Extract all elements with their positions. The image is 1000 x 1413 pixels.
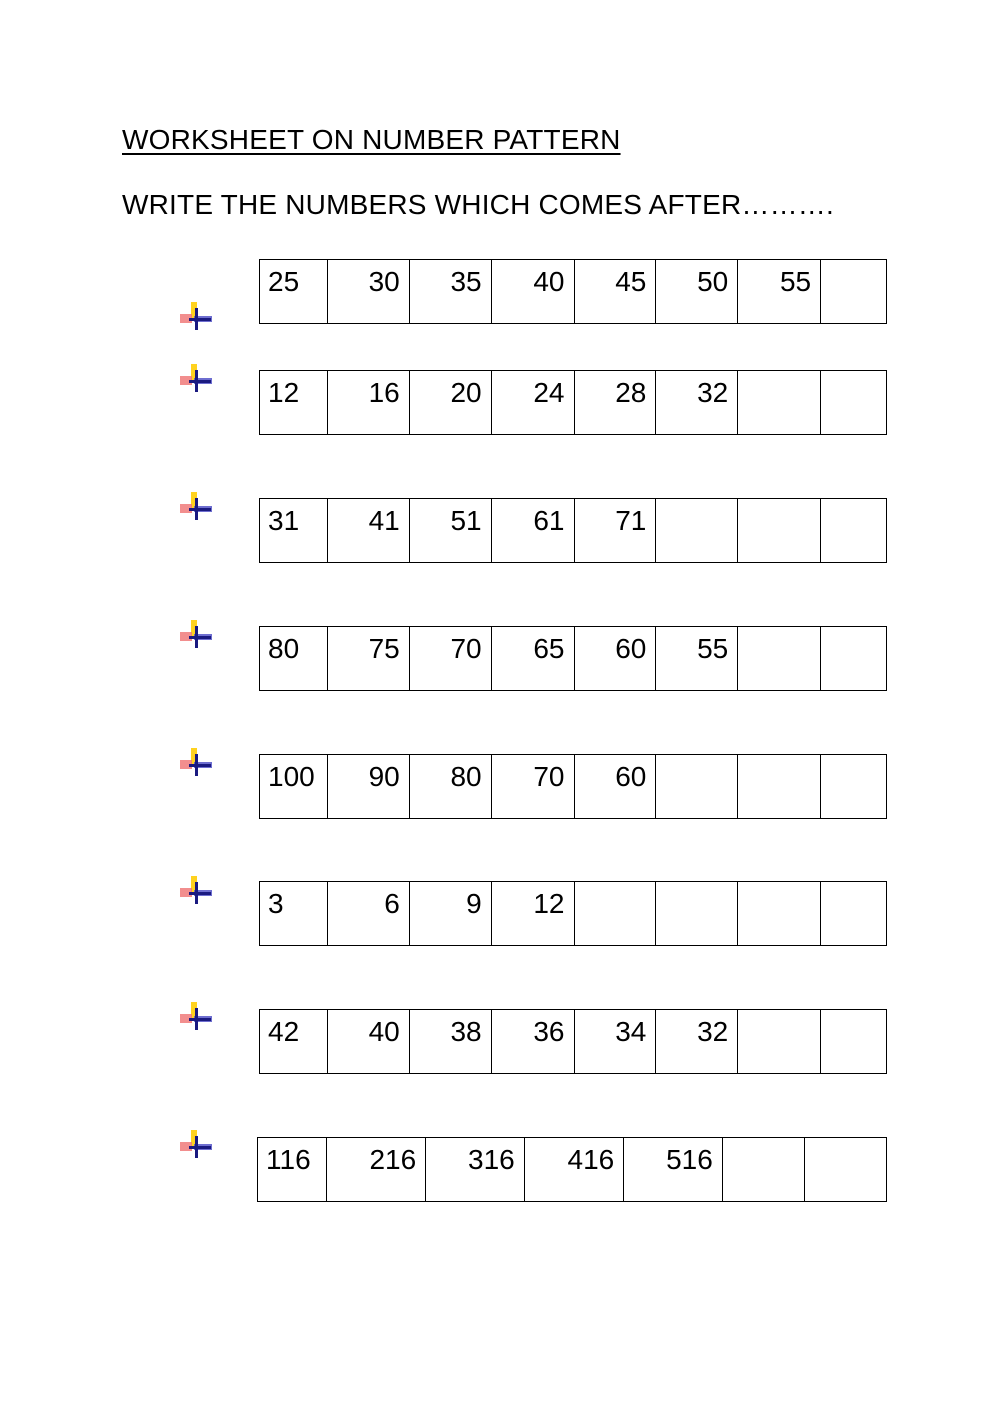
answer-cell[interactable] (737, 882, 820, 945)
answer-cell[interactable] (737, 755, 820, 818)
answer-cell[interactable] (722, 1138, 805, 1201)
answer-cell[interactable] (820, 755, 886, 818)
number-cell: 28 (574, 371, 656, 434)
number-cell: 24 (491, 371, 574, 434)
number-cell: 41 (327, 499, 409, 562)
answer-cell[interactable] (820, 882, 886, 945)
answer-cell[interactable] (574, 882, 656, 945)
answer-cell[interactable] (737, 371, 820, 434)
number-cell: 61 (491, 499, 574, 562)
answer-cell[interactable] (655, 755, 737, 818)
number-cell: 60 (574, 755, 656, 818)
number-cell: 35 (409, 260, 491, 323)
number-cell: 70 (409, 627, 491, 690)
number-cell: 45 (574, 260, 656, 323)
answer-cell[interactable] (820, 260, 886, 323)
number-cell: 50 (655, 260, 737, 323)
number-cell: 516 (623, 1138, 722, 1201)
number-cell: 65 (491, 627, 574, 690)
number-cell: 55 (737, 260, 820, 323)
answer-cell[interactable] (820, 499, 886, 562)
number-cell: 9 (409, 882, 491, 945)
arrow-cross-bullet-icon (180, 492, 214, 522)
number-cell: 40 (327, 1010, 409, 1073)
number-cell: 80 (268, 633, 300, 664)
arrow-cross-bullet-icon (180, 364, 214, 394)
number-cell: 25 (268, 266, 300, 297)
answer-cell[interactable] (655, 499, 737, 562)
number-cell: 55 (655, 627, 737, 690)
number-cell: 40 (491, 260, 574, 323)
arrow-cross-bullet-icon (180, 620, 214, 650)
number-pattern-row (259, 881, 887, 946)
arrow-cross-bullet-icon (180, 302, 214, 332)
number-cell: 31 (268, 505, 300, 536)
arrow-cross-bullet-icon (180, 1002, 214, 1032)
number-cell: 70 (491, 755, 574, 818)
number-cell: 16 (327, 371, 409, 434)
arrow-cross-bullet-icon (180, 1130, 214, 1160)
answer-cell[interactable] (655, 882, 737, 945)
answer-cell[interactable] (820, 627, 886, 690)
number-cell: 36 (491, 1010, 574, 1073)
answer-cell[interactable] (737, 499, 820, 562)
number-cell: 100 (268, 761, 315, 792)
number-cell: 51 (409, 499, 491, 562)
answer-cell[interactable] (820, 371, 886, 434)
answer-cell[interactable] (804, 1138, 886, 1201)
number-pattern-row (259, 754, 887, 819)
worksheet-title: WORKSHEET ON NUMBER PATTERN (122, 124, 621, 155)
number-cell: 32 (655, 371, 737, 434)
number-cell: 6 (327, 882, 409, 945)
number-cell: 116 (266, 1144, 311, 1175)
arrow-cross-bullet-icon (180, 748, 214, 778)
number-pattern-row (259, 259, 887, 324)
number-pattern-row (259, 498, 887, 563)
answer-cell[interactable] (820, 1010, 886, 1073)
number-cell: 34 (574, 1010, 656, 1073)
number-cell: 75 (327, 627, 409, 690)
number-cell: 32 (655, 1010, 737, 1073)
number-cell: 3 (268, 888, 284, 919)
answer-cell[interactable] (737, 1010, 820, 1073)
number-pattern-row (259, 370, 887, 435)
arrow-cross-bullet-icon (180, 876, 214, 906)
number-cell: 12 (268, 377, 300, 408)
number-cell: 38 (409, 1010, 491, 1073)
number-pattern-row (257, 1137, 887, 1202)
number-cell: 20 (409, 371, 491, 434)
number-cell: 90 (327, 755, 409, 818)
number-cell: 80 (409, 755, 491, 818)
number-pattern-row (259, 626, 887, 691)
number-cell: 216 (326, 1138, 426, 1201)
number-cell: 60 (574, 627, 656, 690)
number-cell: 12 (491, 882, 574, 945)
number-pattern-row (259, 1009, 887, 1074)
number-cell: 30 (327, 260, 409, 323)
number-cell: 42 (268, 1016, 300, 1047)
instruction-text: WRITE THE NUMBERS WHICH COMES AFTER………. (122, 189, 834, 220)
answer-cell[interactable] (737, 627, 820, 690)
number-cell: 71 (574, 499, 656, 562)
number-cell: 416 (524, 1138, 624, 1201)
number-cell: 316 (425, 1138, 524, 1201)
